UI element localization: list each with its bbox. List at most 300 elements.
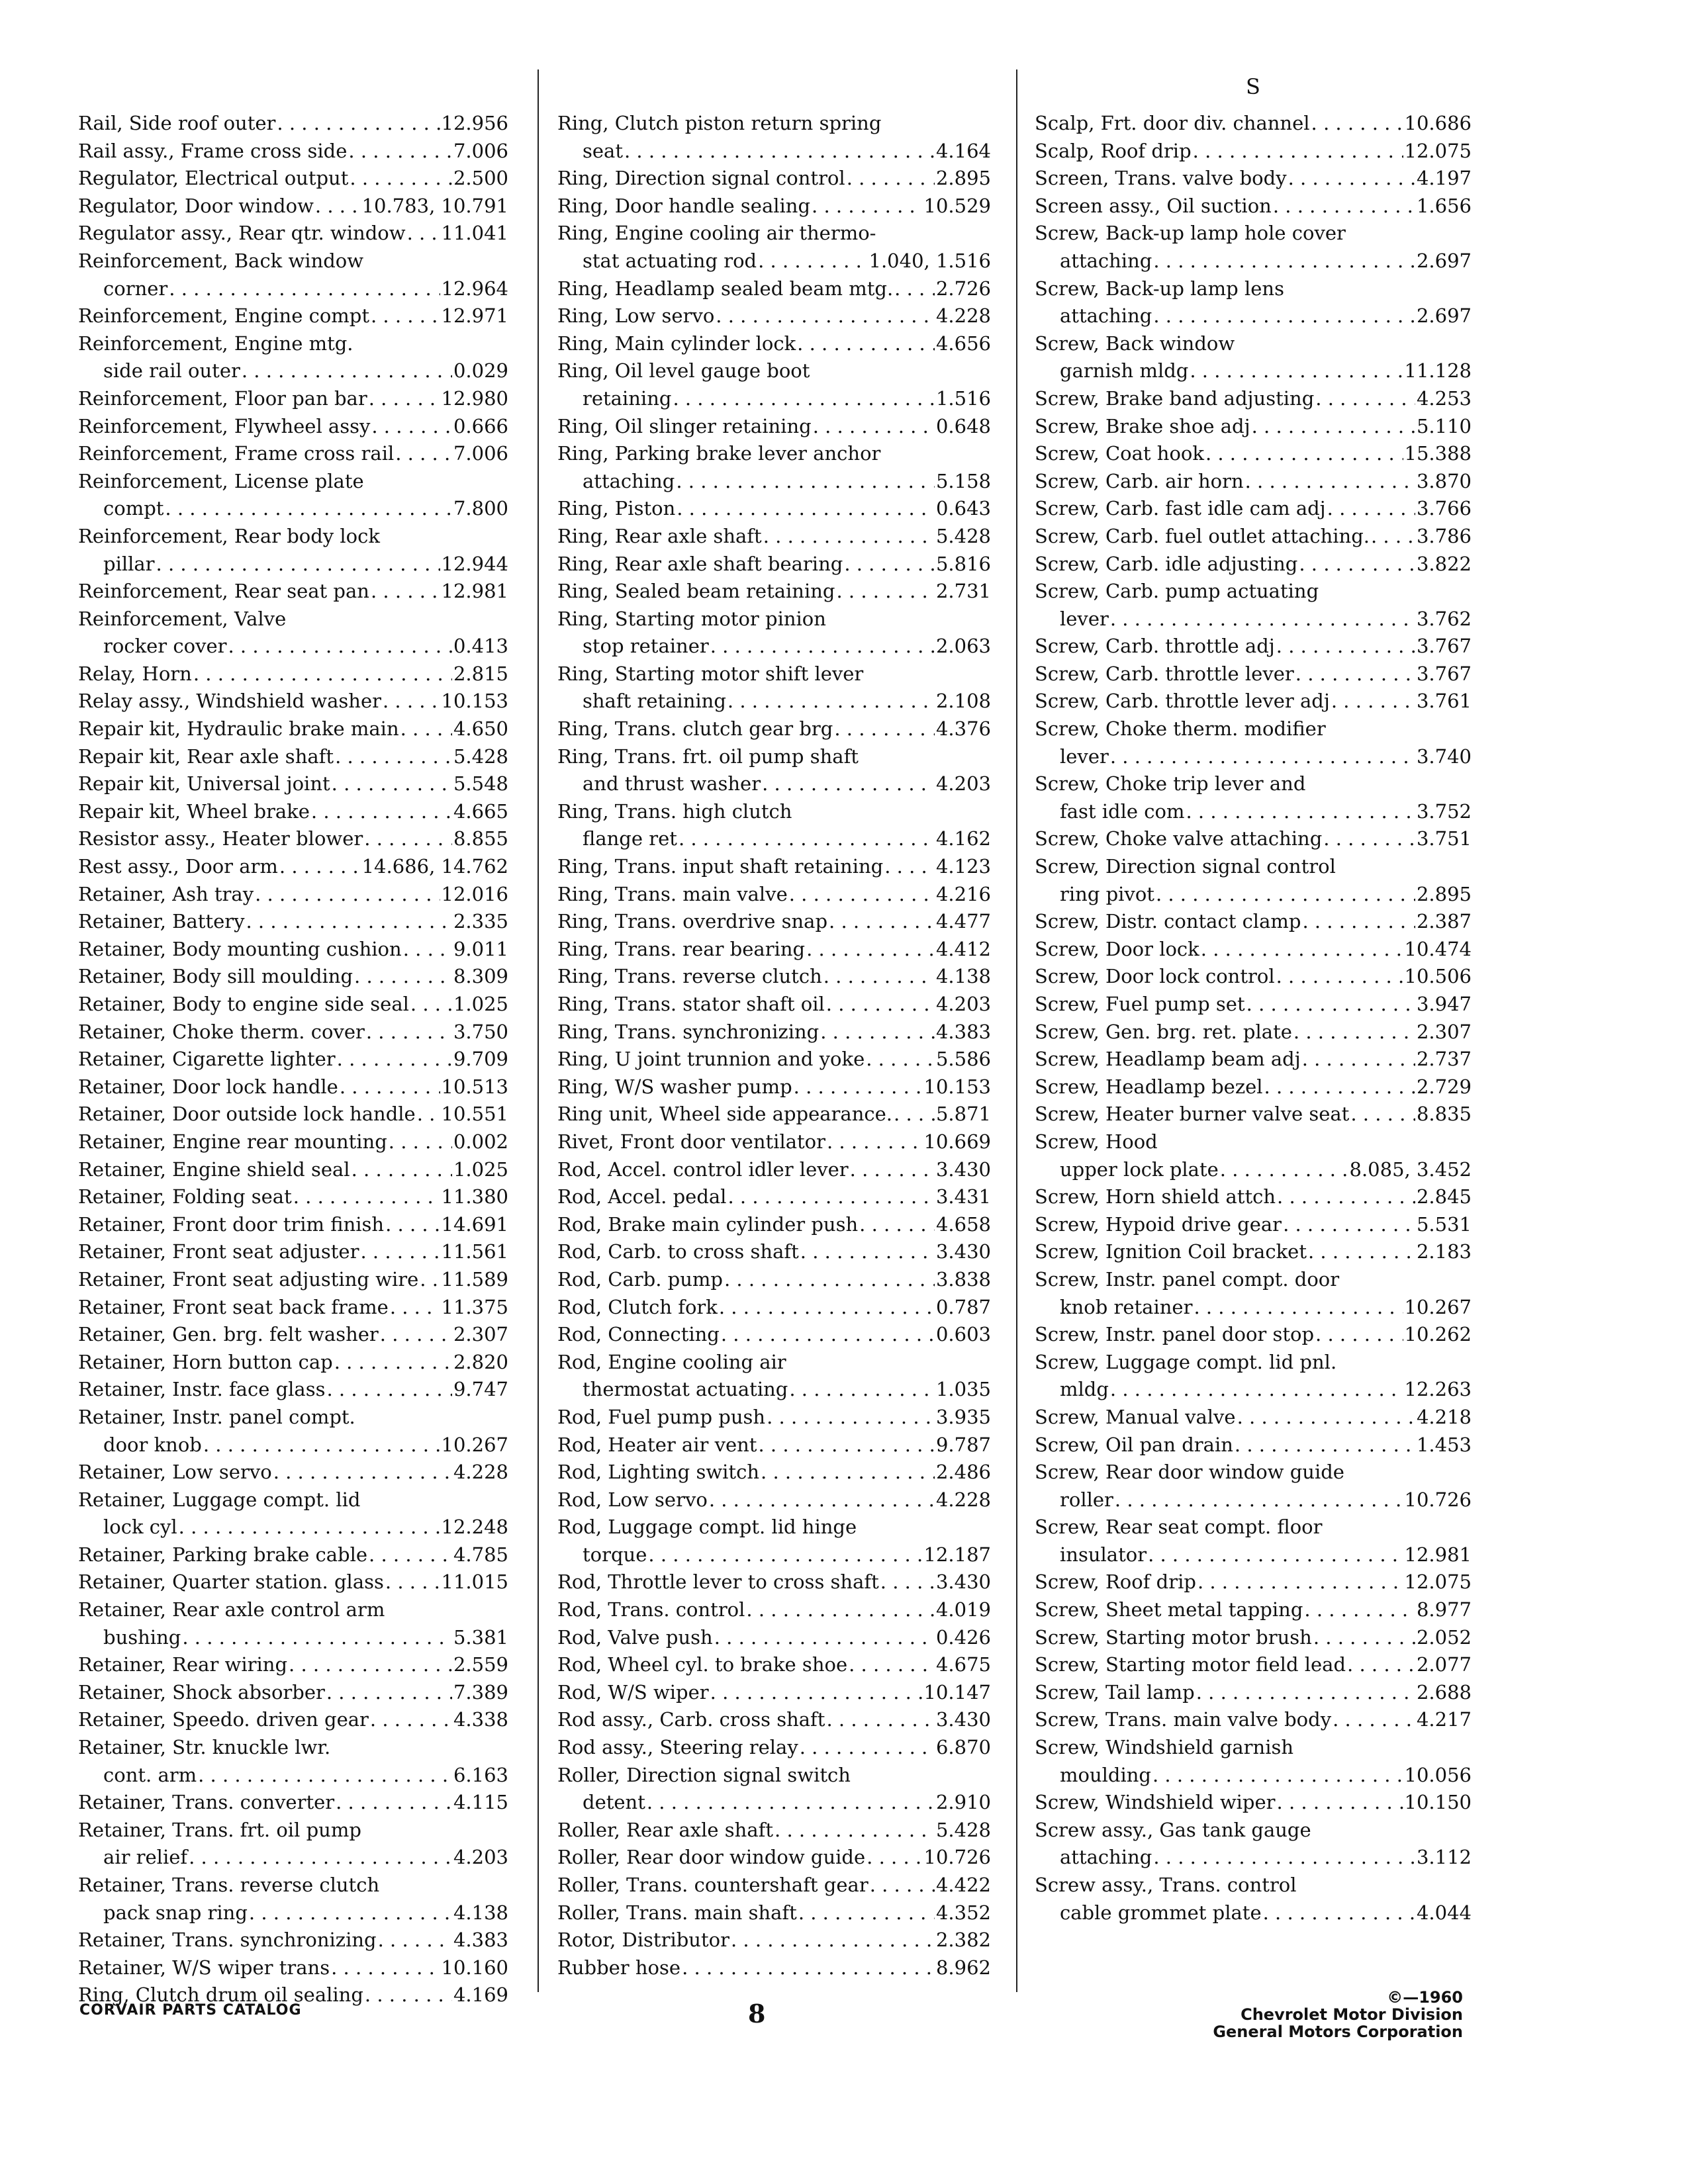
entry-row	[1035, 495, 1472, 523]
entry-label: Resistor assy., Heater blower	[78, 827, 363, 850]
dot-leader	[847, 165, 935, 193]
entry-row	[557, 1321, 991, 1349]
index-entry	[557, 908, 991, 936]
index-entry	[557, 715, 991, 743]
dot-leader	[1277, 1183, 1415, 1211]
entry-reference: 2.845	[1416, 1185, 1472, 1208]
entry-row	[557, 1596, 991, 1624]
entry-reference: 4.253	[1416, 387, 1472, 410]
entry-row	[1035, 1706, 1472, 1734]
entry-label: Screw, Hypoid drive gear	[1035, 1212, 1282, 1236]
entry-row	[557, 1734, 991, 1762]
entry-reference: 0.413	[453, 635, 508, 658]
entry-row	[78, 743, 508, 771]
index-entry	[78, 220, 508, 248]
entry-row	[1035, 1046, 1472, 1073]
entry-reference: 2.895	[1416, 882, 1472, 905]
entry-label: Retainer, Trans. converter	[78, 1791, 335, 1814]
entry-reference: 8.962	[935, 1956, 991, 1979]
entry-label: Screw, Carb. throttle lever	[1035, 662, 1294, 685]
index-entry	[78, 1596, 508, 1651]
entry-label: Retainer, Door outside lock handle	[78, 1103, 416, 1126]
entry-label: Screen assy., Oil suction	[1035, 194, 1272, 217]
entry-reference: 3.430	[935, 1240, 991, 1263]
entry-row	[1035, 468, 1472, 496]
entry-reference: 10.669	[923, 1130, 991, 1153]
entry-reference: 1.453	[1416, 1433, 1472, 1456]
index-entry	[557, 1101, 991, 1128]
entry-reference: 2.307	[1416, 1020, 1472, 1043]
entry-heading: Screw, Choke therm. modifier	[1035, 717, 1326, 741]
index-entry	[557, 1404, 991, 1432]
dot-leader	[1196, 1679, 1415, 1707]
dot-leader	[624, 138, 935, 165]
index-entry	[557, 193, 991, 220]
entry-reference: 10.147	[923, 1680, 991, 1704]
entry-reference: 4.383	[935, 1020, 991, 1043]
entry-row	[557, 1238, 991, 1266]
index-entry	[1035, 523, 1472, 551]
entry-row	[78, 440, 508, 468]
dot-leader	[315, 193, 361, 220]
dot-leader	[850, 1156, 935, 1184]
entry-heading: Screw assy., Trans. control	[1035, 1874, 1297, 1896]
dot-leader	[1347, 1651, 1415, 1679]
index-entry	[78, 1349, 508, 1377]
entry-row	[557, 1046, 991, 1073]
entry-label: Ring, Headlamp sealed beam mtg.	[557, 277, 894, 300]
entry-label: torque	[583, 1543, 647, 1566]
entry-row	[78, 936, 508, 964]
entry-reference: 2.895	[935, 167, 991, 190]
entry-label: Screw, Sheet metal tapping	[1035, 1598, 1303, 1621]
entry-label: lever	[1060, 745, 1109, 768]
dot-leader	[385, 1569, 440, 1596]
dot-leader	[410, 991, 452, 1019]
entry-row	[557, 385, 991, 413]
index-entry	[78, 1321, 508, 1349]
dot-leader	[1299, 551, 1415, 578]
dot-leader	[400, 715, 452, 743]
index-entry	[78, 1486, 508, 1541]
entry-label: Screw, Gen. brg. ret. plate	[1035, 1020, 1292, 1043]
entry-reference: 5.428	[453, 745, 508, 768]
entry-row	[1035, 991, 1472, 1019]
entry-row	[1035, 1624, 1472, 1652]
dot-leader	[1295, 660, 1415, 688]
entry-row	[78, 1073, 508, 1101]
dot-leader	[403, 936, 452, 964]
dot-leader	[1276, 633, 1415, 660]
entry-reference: 4.019	[935, 1598, 991, 1621]
entry-reference: 12.016	[441, 882, 508, 905]
index-entry	[78, 1266, 508, 1294]
index-entry	[78, 1046, 508, 1073]
entry-reference: 4.044	[1416, 1901, 1472, 1924]
entry-row	[1035, 110, 1472, 138]
dot-leader	[731, 1927, 935, 1954]
entry-row	[557, 688, 991, 715]
dot-leader	[331, 1954, 440, 1982]
entry-row	[1035, 413, 1472, 441]
index-entry	[1035, 688, 1472, 715]
index-entry	[78, 1459, 508, 1486]
dot-leader	[894, 1101, 935, 1128]
entry-label: Rod, Carb. to cross shaft	[557, 1240, 799, 1263]
entry-label: Repair kit, Wheel brake	[78, 799, 310, 823]
index-entry	[78, 1569, 508, 1596]
index-entry	[78, 1404, 508, 1459]
entry-reference: 10.783, 10.791	[361, 194, 508, 217]
entry-heading: Retainer, Instr. panel compt.	[78, 1405, 355, 1428]
dot-leader	[390, 1294, 440, 1322]
index-entry	[557, 1817, 991, 1844]
entry-reference: 10.160	[441, 1956, 508, 1979]
entry-reference: 14.686, 14.762	[361, 855, 508, 878]
entry-label: Screw, Windshield wiper	[1035, 1791, 1276, 1814]
dot-leader	[789, 881, 935, 909]
index-entry	[78, 1954, 508, 1982]
index-entry	[78, 1679, 508, 1707]
index-entry	[78, 853, 508, 881]
entry-label: Retainer, Body mounting cushion	[78, 937, 402, 960]
entry-label: Ring, Trans. synchronizing	[557, 1020, 820, 1043]
entry-row	[557, 1183, 991, 1211]
entry-heading: Screw, Hood	[1035, 1130, 1158, 1153]
publisher-credit	[1213, 1989, 1463, 2040]
dot-leader	[1277, 1789, 1403, 1817]
entry-reference: 4.218	[1416, 1405, 1472, 1428]
entry-row	[78, 1238, 508, 1266]
entry-label: Repair kit, Universal joint	[78, 772, 330, 796]
index-entry	[78, 165, 508, 193]
entry-label: Screw, Horn shield attch	[1035, 1185, 1276, 1208]
entry-label: Ring unit, Wheel side appearance.	[557, 1103, 893, 1126]
dot-leader	[1350, 1101, 1415, 1128]
index-entry	[557, 1238, 991, 1266]
dot-leader	[794, 1073, 923, 1101]
dot-leader	[719, 1294, 935, 1322]
entry-reference: 4.138	[453, 1901, 508, 1924]
index-entry	[557, 1349, 991, 1404]
entry-row	[1035, 385, 1472, 413]
entry-row	[1035, 1238, 1472, 1266]
entry-label: cont. arm	[103, 1763, 197, 1786]
entry-reference: 3.431	[935, 1185, 991, 1208]
index-entry	[1035, 1046, 1472, 1073]
entry-row	[1035, 1844, 1472, 1872]
index-entry	[1035, 1432, 1472, 1459]
entry-reference: 10.686	[1404, 112, 1472, 134]
entry-reference: 4.422	[935, 1874, 991, 1896]
index-entry	[78, 660, 508, 688]
entry-row	[78, 991, 508, 1019]
dot-leader	[378, 1927, 452, 1954]
entry-reference: 15.388	[1404, 442, 1472, 465]
entry-reference: 2.063	[935, 635, 991, 658]
entry-reference: 2.183	[1416, 1240, 1472, 1263]
entry-label: Rod, Accel. pedal	[557, 1185, 727, 1208]
entry-row	[1035, 798, 1472, 826]
entry-reference: 12.980	[441, 387, 508, 410]
entry-reference: 11.015	[441, 1570, 508, 1594]
index-entry	[557, 523, 991, 551]
entry-reference: 4.203	[453, 1846, 508, 1869]
entry-row	[78, 551, 508, 578]
entry-row	[78, 908, 508, 936]
index-entry	[557, 1266, 991, 1294]
index-entry	[1035, 1349, 1472, 1404]
entry-reference: 2.731	[935, 580, 991, 603]
dot-leader	[812, 193, 922, 220]
index-entry	[557, 165, 991, 193]
index-entry	[78, 1128, 508, 1156]
entry-row	[78, 1459, 508, 1486]
entry-row	[1035, 1404, 1472, 1432]
entry-row	[78, 193, 508, 220]
entry-label: ring pivot	[1060, 882, 1154, 905]
entry-label: air relief	[103, 1846, 188, 1869]
entry-label: Retainer, Choke therm. cover	[78, 1020, 365, 1043]
entry-reference: 2.697	[1416, 249, 1472, 272]
entry-row	[78, 495, 508, 523]
index-entry	[1035, 138, 1472, 165]
entry-row	[1035, 1762, 1472, 1790]
index-entry	[78, 1789, 508, 1817]
entry-reference: 8.835	[1416, 1103, 1472, 1126]
entry-label: stop retainer	[583, 635, 709, 658]
entry-label: Ring, Piston	[557, 497, 676, 520]
entry-reference: 1.040, 1.516	[868, 249, 991, 272]
dot-leader	[721, 1321, 935, 1349]
dot-leader	[354, 963, 452, 991]
entry-row	[1035, 1651, 1472, 1679]
entry-reference: 2.335	[453, 910, 508, 933]
entry-heading: Screw assy., Gas tank gauge	[1035, 1818, 1311, 1841]
entry-label: Screw, Instr. panel door stop	[1035, 1323, 1315, 1346]
entry-row	[78, 1569, 508, 1596]
index-entry	[557, 1073, 991, 1101]
index-entry	[557, 1294, 991, 1322]
dot-leader	[1115, 1486, 1403, 1514]
entry-reference: 3.430	[935, 1158, 991, 1181]
entry-reference: 10.726	[923, 1846, 991, 1869]
dot-leader	[1371, 523, 1415, 551]
index-entry	[1035, 1706, 1472, 1734]
entry-label: Rod, Wheel cyl. to brake shoe	[557, 1653, 848, 1676]
entry-label: Roller, Trans. main shaft	[557, 1901, 797, 1924]
entry-reference: 0.002	[453, 1130, 508, 1153]
entry-row	[78, 413, 508, 441]
entry-label: Reinforcement, Frame cross rail	[78, 442, 395, 465]
index-entry	[78, 825, 508, 853]
entry-reference: 12.075	[1404, 1570, 1472, 1594]
entry-row	[78, 1706, 508, 1734]
entry-label: Screw, Carb. throttle lever adj	[1035, 690, 1330, 713]
entry-label: Ring, Sealed beam retaining	[557, 580, 835, 603]
dot-leader	[774, 1817, 935, 1844]
entry-heading: Screw, Direction signal control	[1035, 855, 1336, 878]
entry-reference: 1.035	[935, 1378, 991, 1401]
index-entry	[557, 275, 991, 303]
entry-label: Screw, Brake band adjusting	[1035, 387, 1315, 410]
entry-label: Screen, Trans. valve body	[1035, 167, 1287, 190]
entry-reference: 0.648	[935, 414, 991, 437]
entry-row	[1035, 523, 1472, 551]
entry-label: Screw, Heater burner valve seat	[1035, 1103, 1350, 1126]
entry-label: Retainer, Low servo	[78, 1461, 272, 1484]
entry-label: Retainer, Horn button cap	[78, 1350, 333, 1373]
entry-reference: 8.085, 3.452	[1349, 1158, 1472, 1181]
index-entry	[1035, 193, 1472, 220]
dot-leader	[407, 220, 440, 248]
entry-reference: 10.513	[441, 1075, 508, 1098]
dot-leader	[761, 1459, 935, 1486]
entry-row	[557, 413, 991, 441]
entry-heading: Rod, Luggage compt. lid hinge	[557, 1516, 857, 1539]
entry-label: Rod, Throttle lever to cross shaft	[557, 1570, 879, 1594]
dot-leader	[380, 1321, 452, 1349]
entry-row	[557, 1376, 991, 1404]
entry-label: Rest assy., Door arm	[78, 855, 278, 878]
entry-row	[557, 1844, 991, 1872]
entry-label: Screw, Roof drip	[1035, 1570, 1196, 1594]
entry-reference: 10.529	[923, 194, 991, 217]
entry-row	[78, 1321, 508, 1349]
entry-row	[557, 1459, 991, 1486]
entry-reference: 4.376	[935, 717, 991, 741]
entry-label: Retainer, Door lock handle	[78, 1075, 338, 1098]
entry-row	[78, 1376, 508, 1404]
entry-reference: 2.697	[1416, 304, 1472, 328]
entry-row	[1035, 1789, 1472, 1817]
dot-leader	[1186, 798, 1415, 826]
dot-leader	[827, 1128, 923, 1156]
entry-label: Rail assy., Frame cross side	[78, 139, 348, 162]
dot-leader	[1323, 825, 1415, 853]
entry-label: lever	[1060, 607, 1109, 630]
index-entry	[1035, 936, 1472, 964]
dot-leader	[337, 1046, 452, 1073]
entry-reference: 8.977	[1416, 1598, 1472, 1621]
index-entry	[1035, 1651, 1472, 1679]
dot-leader	[866, 1046, 935, 1073]
entry-reference: 3.750	[453, 1020, 508, 1043]
entry-label: thermostat actuating	[583, 1378, 788, 1401]
index-entry	[78, 1183, 508, 1211]
entry-heading: Rod, Engine cooling air	[557, 1350, 786, 1373]
entry-row	[557, 1817, 991, 1844]
index-entry	[557, 1679, 991, 1707]
entry-row	[557, 825, 991, 853]
entry-label: Reinforcement, Engine compt	[78, 304, 369, 328]
entry-reference: 9.011	[453, 937, 508, 960]
dot-leader	[179, 1514, 440, 1541]
entry-label: Ring, Trans. main valve	[557, 882, 788, 905]
entry-row	[78, 1211, 508, 1239]
entry-row	[557, 881, 991, 909]
dot-leader	[849, 1651, 935, 1679]
index-column-1	[78, 73, 508, 2009]
index-entry	[1035, 468, 1472, 496]
dot-leader	[813, 413, 935, 441]
dot-leader	[350, 165, 452, 193]
dot-leader	[366, 1019, 452, 1046]
index-entry	[557, 357, 991, 412]
entry-label: Scalp, Roof drip	[1035, 139, 1192, 162]
entry-label: retaining	[583, 387, 672, 410]
index-column-2	[557, 73, 991, 1981]
entry-reference: 4.228	[935, 304, 991, 328]
entry-label: Rivet, Front door ventilator	[557, 1130, 825, 1153]
index-entry	[557, 1046, 991, 1073]
index-entry	[78, 881, 508, 909]
index-entry	[557, 413, 991, 441]
entry-reference: 12.944	[441, 552, 508, 575]
entry-reference: 4.656	[935, 332, 991, 355]
entry-heading: Retainer, Luggage compt. lid	[78, 1488, 361, 1511]
dot-leader	[1331, 688, 1415, 715]
entry-row	[1035, 936, 1472, 964]
entry-row	[557, 1541, 991, 1569]
entry-heading: Screw, Windshield garnish	[1035, 1736, 1294, 1759]
entry-row	[1035, 165, 1472, 193]
entry-reference: 3.430	[935, 1708, 991, 1731]
entry-row	[78, 1294, 508, 1322]
entry-row	[557, 1486, 991, 1514]
entry-row	[557, 963, 991, 991]
dot-leader	[844, 551, 935, 578]
index-entry	[78, 110, 508, 138]
entry-row	[557, 1019, 991, 1046]
entry-reference: 2.820	[453, 1350, 508, 1373]
entry-row	[1035, 660, 1472, 688]
entry-row	[1035, 1211, 1472, 1239]
entry-label: Rod, Clutch fork	[557, 1295, 718, 1318]
index-entry	[557, 1624, 991, 1652]
index-entry	[1035, 110, 1472, 138]
entry-row	[1035, 1376, 1472, 1404]
entry-reference: 14.691	[441, 1212, 508, 1236]
entry-reference: 11.561	[441, 1240, 508, 1263]
entry-reference: 4.169	[453, 1983, 508, 2007]
entry-heading: Reinforcement, Engine mtg.	[78, 332, 353, 355]
entry-row	[78, 853, 508, 881]
entry-row	[78, 963, 508, 991]
entry-reference: 9.747	[453, 1378, 508, 1401]
index-entry	[78, 302, 508, 330]
entry-heading: Screw, Back window	[1035, 332, 1235, 355]
entry-reference: 5.548	[453, 772, 508, 796]
entry-row	[78, 1266, 508, 1294]
entry-row	[78, 1624, 508, 1652]
dot-leader	[1264, 1073, 1415, 1101]
entry-reference: 2.486	[935, 1461, 991, 1484]
index-entry	[1035, 578, 1472, 633]
dot-leader	[348, 138, 452, 165]
entry-reference: 2.382	[935, 1929, 991, 1952]
entry-row	[557, 1679, 991, 1707]
index-entry	[557, 1734, 991, 1762]
entry-label: Rod assy., Steering relay	[557, 1736, 798, 1759]
entry-heading: Screw, Back-up lamp lens	[1035, 277, 1284, 300]
entry-reference: 3.740	[1416, 745, 1472, 768]
dot-leader	[758, 248, 867, 275]
entry-label: Roller, Trans. countershaft gear	[557, 1874, 868, 1896]
entry-label: upper lock plate	[1060, 1158, 1219, 1181]
index-entry	[557, 1514, 991, 1569]
index-entry	[78, 1073, 508, 1101]
